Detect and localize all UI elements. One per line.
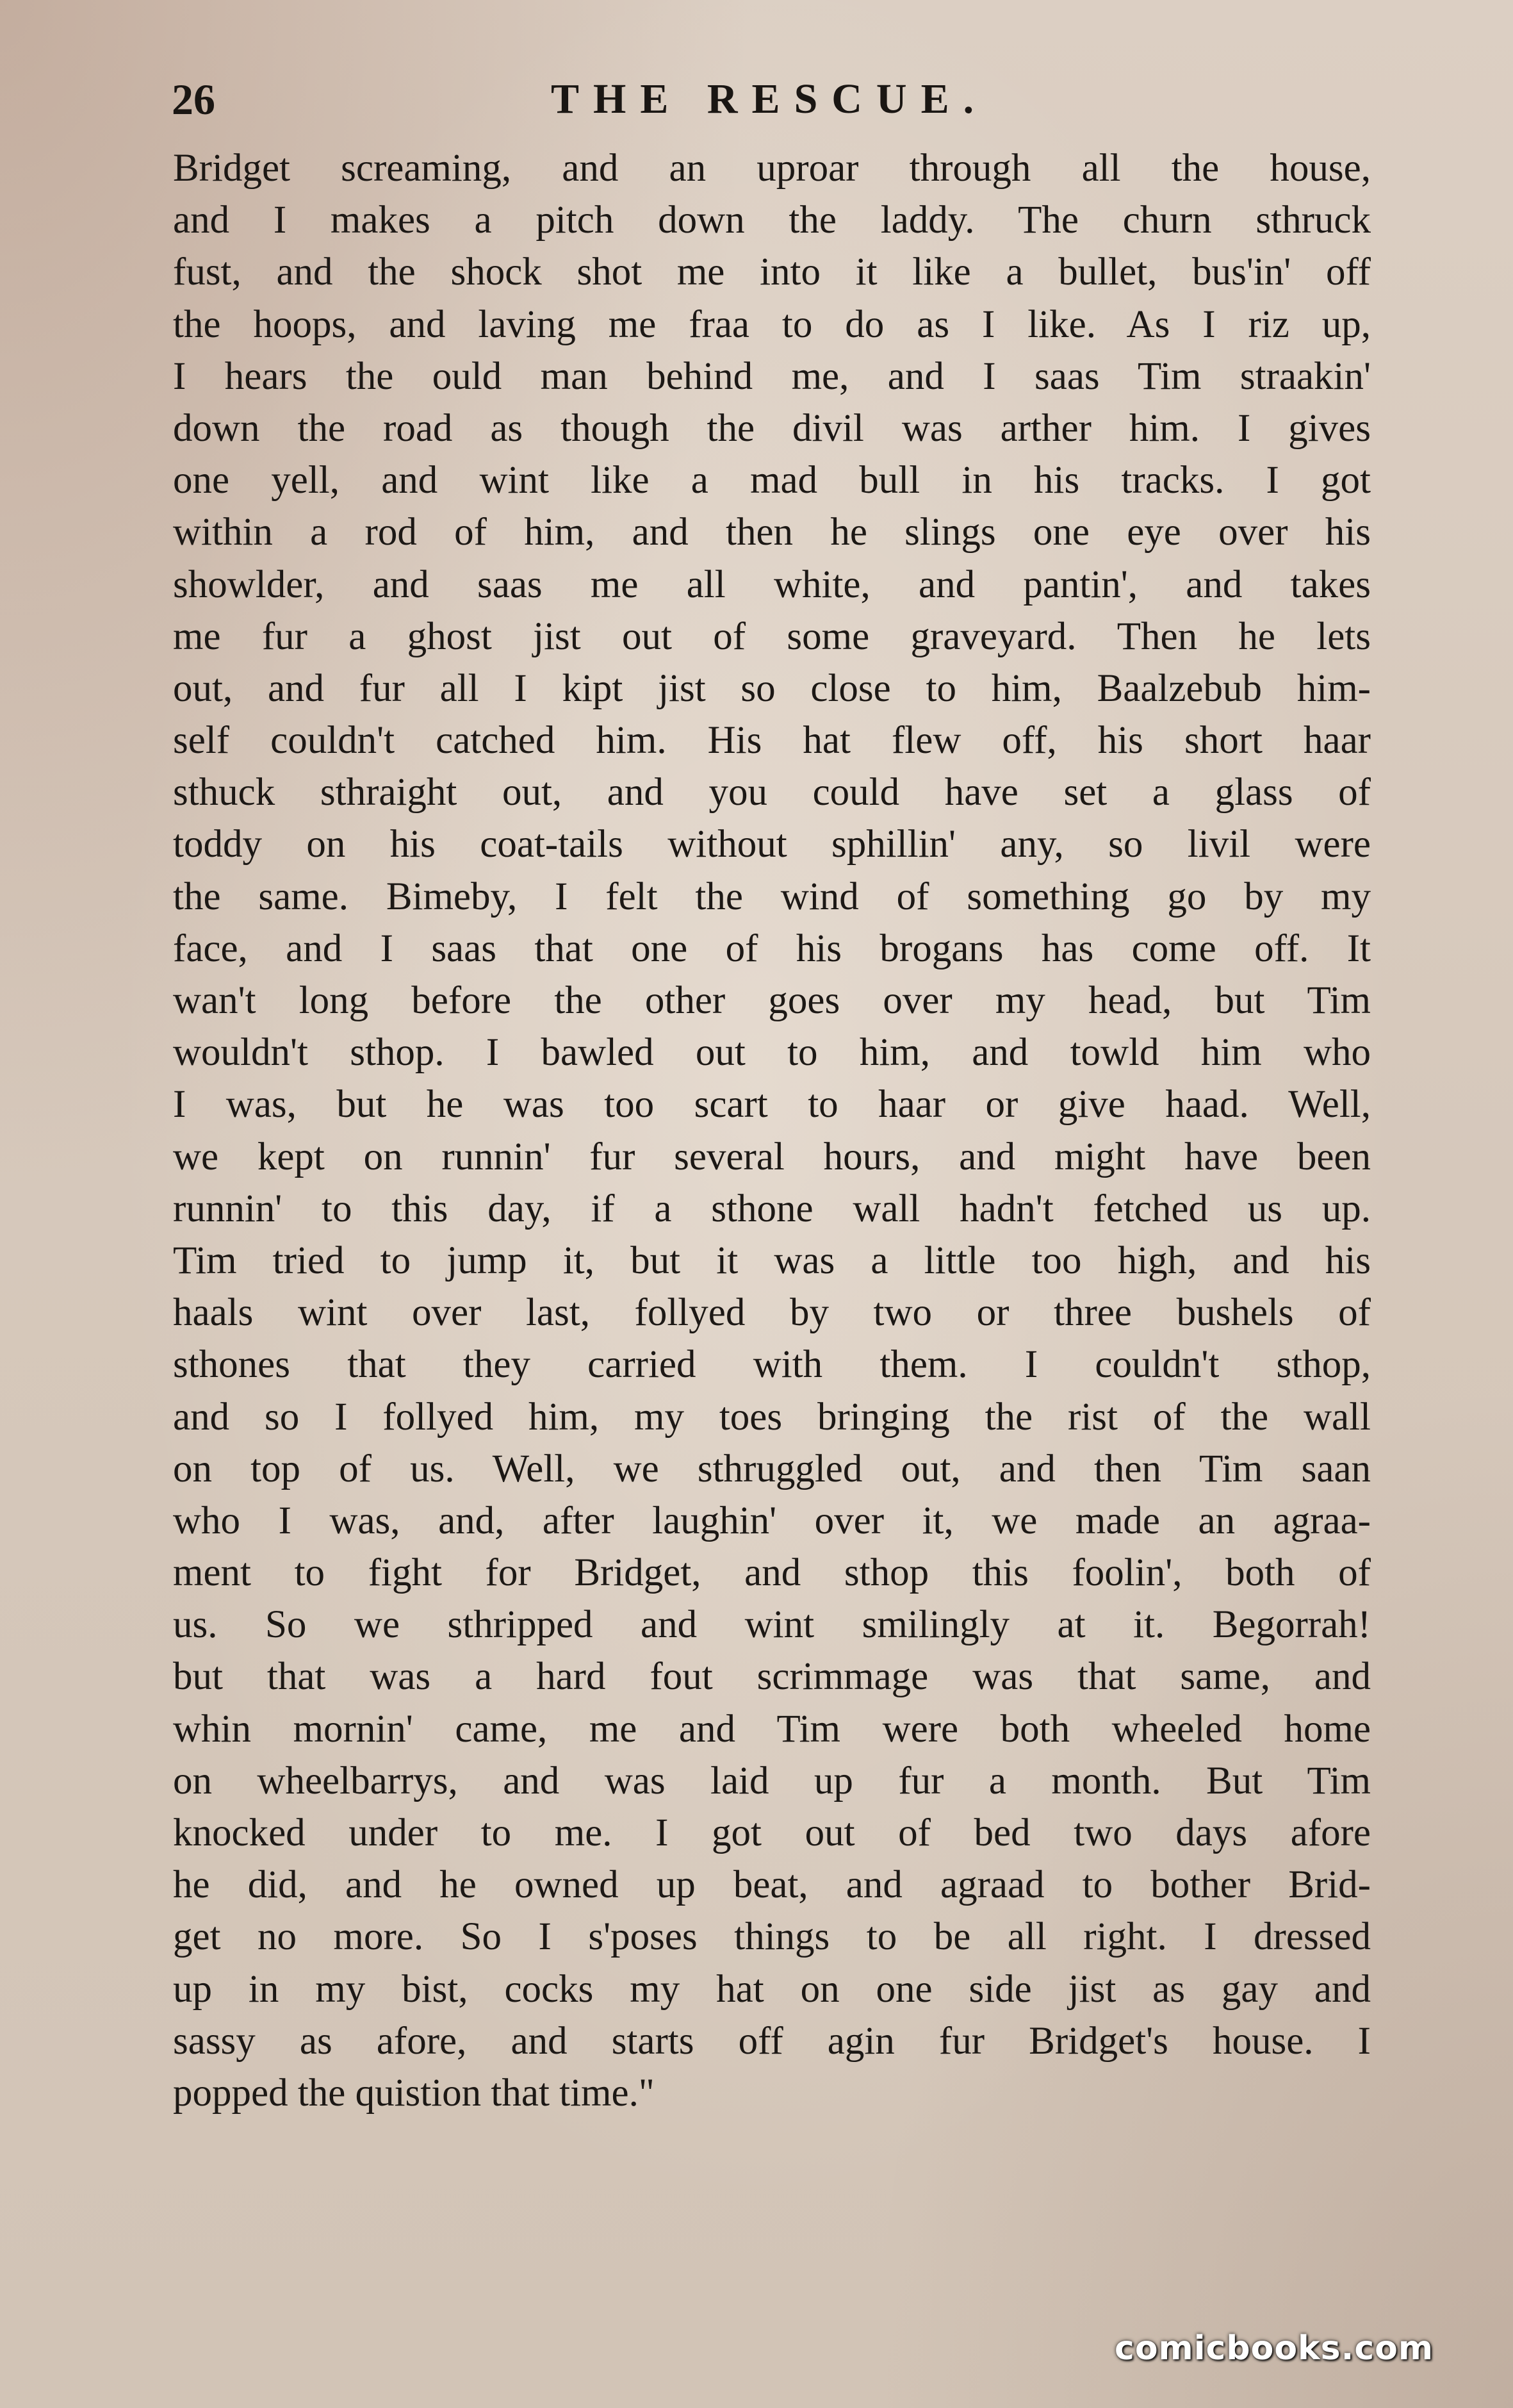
- text-line: within a rod of him, and then he slings one eye over his: [173, 511, 1371, 554]
- text-line: but that was a hard fout scrimmage was that same, and: [173, 1655, 1371, 1699]
- text-line: one yell, and wint like a mad bull in his tracks. I got: [173, 459, 1371, 502]
- text-line: wan't long before the other goes over my head, but Tim: [173, 979, 1371, 1022]
- text-line: toddy on his coat-tails without sphillin' any, so livil were: [173, 823, 1371, 866]
- text-line: runnin' to this day, if a sthone wall hadn't fetched us up.: [173, 1187, 1371, 1230]
- text-line: who I was, and, after laughin' over it, we made an agraa-: [173, 1499, 1371, 1542]
- text-line: down the road as though the divil was arther him. I gives: [173, 406, 1371, 450]
- text-line: wouldn't sthop. I bawled out to him, and towld him who: [173, 1031, 1371, 1075]
- body-text: [173, 142, 1371, 2119]
- text-line: me fur a ghost jist out of some graveyard. Then he lets: [173, 614, 1371, 658]
- text-line: out, and fur all I kipt jist so close to him, Baalzebub him-: [173, 666, 1371, 710]
- text-line: up in my bist, cocks my hat on one side jist as gay and: [173, 1967, 1371, 2011]
- text-line: Tim tried to jump it, but it was a little too high, and his: [173, 1239, 1371, 1282]
- text-line: ment to fight for Bridget, and sthop this foolin', both of: [173, 1551, 1371, 1595]
- text-line: we kept on runnin' fur several hours, and might have been: [173, 1135, 1371, 1178]
- text-line: popped the quistion that time.": [173, 2071, 655, 2115]
- text-line: sthones that they carried with them. I couldn't sthop,: [173, 1343, 1371, 1387]
- text-line: fust, and the shock shot me into it like a bullet, bus'in' off: [173, 251, 1371, 294]
- text-line: whin mornin' came, me and Tim were both wheeled home: [173, 1707, 1371, 1751]
- text-line: and so I follyed him, my toes bringing the rist of the wall: [173, 1395, 1371, 1439]
- text-line: I hears the ould man behind me, and I saas Tim straakin': [173, 354, 1371, 398]
- text-line: us. So we sthripped and wint smilingly at it. Begorrah!: [173, 1603, 1371, 1647]
- text-line: I was, but he was too scart to haar or give haad. Well,: [173, 1083, 1371, 1126]
- text-line: and I makes a pitch down the laddy. The churn sthruck: [173, 199, 1371, 242]
- site-watermark: comicbooks.com: [1115, 2329, 1434, 2368]
- text-line: haals wint over last, follyed by two or three bushels of: [173, 1291, 1371, 1335]
- text-line: showlder, and saas me all white, and pantin', and takes: [173, 563, 1371, 606]
- text-line: the hoops, and laving me fraa to do as I like. As I riz up,: [173, 302, 1371, 346]
- running-title: THE RESCUE.: [551, 76, 988, 122]
- text-line: knocked under to me. I got out of bed two days afore: [173, 1811, 1371, 1854]
- running-head: [0, 70, 1513, 128]
- text-line: self couldn't catched him. His hat flew off, his short haar: [173, 719, 1371, 763]
- text-line: sthuck sthraight out, and you could have set a glass of: [173, 771, 1371, 814]
- text-line: on wheelbarrys, and was laid up fur a month. But Tim: [173, 1759, 1371, 1802]
- text-line: on top of us. Well, we sthruggled out, and then Tim saan: [173, 1447, 1371, 1490]
- page-number: 26: [172, 75, 215, 124]
- text-line: sassy as afore, and starts off agin fur Bridget's house. I: [173, 2019, 1371, 2063]
- text-line: get no more. So I s'poses things to be all right. I dressed: [173, 1915, 1371, 1959]
- text-line: the same. Bimeby, I felt the wind of something go by my: [173, 875, 1371, 918]
- text-line: Bridget screaming, and an uproar through all the house,: [173, 147, 1371, 190]
- text-line: face, and I saas that one of his brogans has come off. It: [173, 927, 1371, 970]
- text-line: he did, and he owned up beat, and agraad to bother Brid-: [173, 1863, 1371, 1907]
